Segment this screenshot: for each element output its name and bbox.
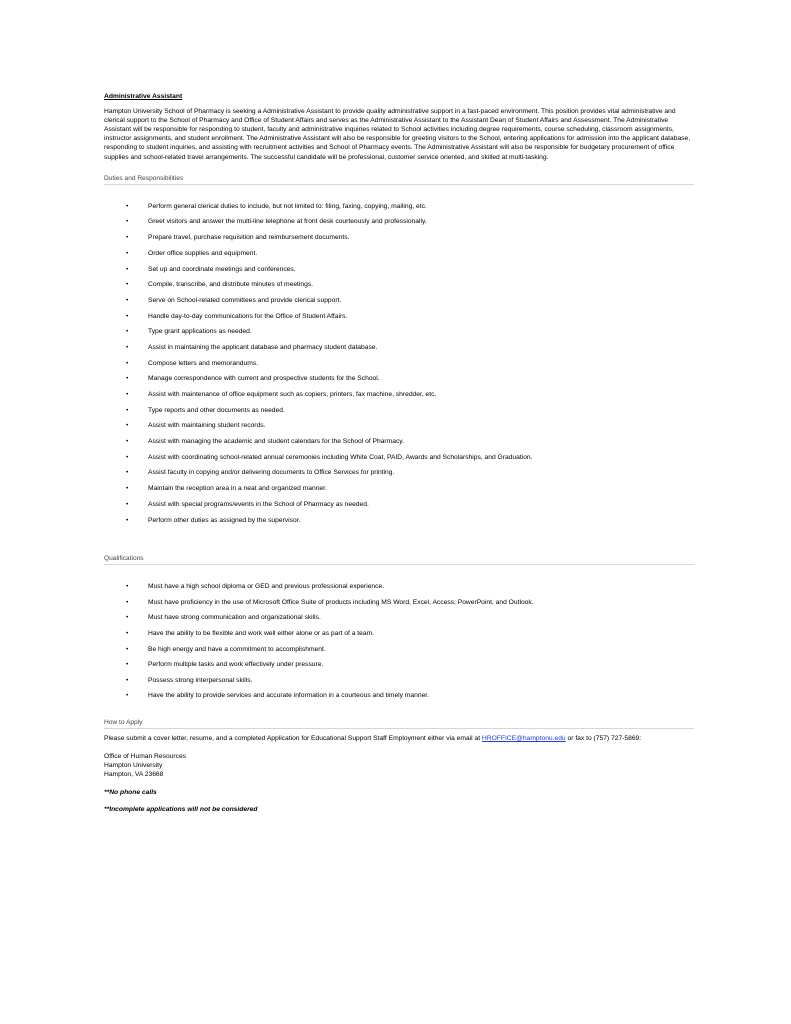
- qualification-item-text: Possess strong interpersonal skills.: [148, 676, 253, 684]
- duty-item: [104, 265, 694, 281]
- bullet-icon: •: [126, 516, 129, 524]
- duty-item: [104, 249, 694, 265]
- duty-item-text: Assist with managing the academic and student calendars for the School of Pharmacy.: [148, 438, 404, 446]
- duties-heading: Duties and Responsibilities: [104, 174, 694, 185]
- bullet-icon: •: [126, 312, 129, 320]
- qualification-item: [104, 582, 694, 598]
- duty-item: [104, 343, 694, 359]
- address-line-1: Office of Human Resources: [104, 753, 187, 761]
- bullet-icon: •: [126, 328, 129, 336]
- duty-item: [104, 406, 694, 422]
- bullet-icon: •: [126, 359, 129, 367]
- bullet-icon: •: [126, 676, 129, 684]
- duty-item-text: Order office supplies and equipment.: [148, 249, 258, 257]
- bullet-icon: •: [126, 438, 129, 446]
- duty-item: [104, 374, 694, 390]
- bullet-icon: •: [126, 202, 129, 210]
- address-line-2: Hampton University: [104, 762, 163, 770]
- address-line-3: Hampton, VA 23668: [104, 771, 164, 779]
- qualification-item-text: Must have strong communication and organizational skills.: [148, 614, 321, 622]
- qualification-item-text: Have the ability to be flexible and work well either alone or as part of a team.: [148, 630, 375, 638]
- qualification-item: [104, 676, 694, 692]
- how-to-apply-section: [104, 734, 694, 814]
- duty-item-text: Assist in maintaining the applicant database and pharmacy student database.: [148, 343, 378, 351]
- note-no-phone: **No phone calls: [104, 788, 157, 796]
- duty-item: [104, 327, 694, 343]
- duty-item: [104, 296, 694, 312]
- bullet-icon: •: [126, 249, 129, 257]
- job-title: Administrative Assistant: [104, 93, 183, 100]
- duty-item-text: Assist with maintenance of office equipment such as copiers, printers, fax machine, shredder, etc.: [148, 391, 437, 398]
- duty-item-text: Maintain the reception area in a neat and organized manner.: [148, 485, 327, 493]
- duty-item-text: Greet visitors and answer the multi-line telephone at front desk courteously and professionally.: [148, 218, 427, 226]
- bullet-icon: •: [126, 281, 129, 289]
- duty-item-text: Compile, transcribe, and distribute minutes of meetings.: [148, 281, 314, 289]
- duty-item-text: Manage correspondence with current and prospective students for the School.: [148, 375, 380, 383]
- bullet-icon: •: [126, 645, 129, 653]
- bullet-icon: •: [126, 500, 129, 508]
- bullet-icon: •: [126, 375, 129, 383]
- bullet-icon: •: [126, 343, 129, 351]
- how-to-apply-heading: How to Apply: [104, 718, 694, 729]
- duty-item: [104, 233, 694, 249]
- qualification-item: [104, 598, 694, 614]
- bullet-icon: •: [126, 391, 129, 398]
- duty-item-text: Assist with special programs/events in the School of Pharmacy as needed.: [148, 500, 369, 508]
- bullet-icon: •: [126, 234, 129, 242]
- bullet-icon: •: [126, 630, 129, 638]
- duty-item: [104, 421, 694, 437]
- bullet-icon: •: [126, 296, 129, 304]
- bullet-icon: •: [126, 485, 129, 493]
- duty-item-text: Assist faculty in copying and/or delivering documents to Office Services for printing.: [148, 469, 395, 477]
- bullet-icon: •: [126, 598, 129, 606]
- duty-item: [104, 312, 694, 328]
- duty-item: [104, 516, 694, 532]
- qualification-item-text: Must have a high school diploma or GED and previous professional experience.: [148, 583, 385, 591]
- note-incomplete: **Incomplete applications will not be considered: [104, 805, 258, 813]
- duty-item-text: Type grant applications as needed.: [148, 328, 252, 336]
- bullet-icon: •: [126, 614, 129, 622]
- duty-item: [104, 217, 694, 233]
- bullet-icon: •: [126, 422, 129, 430]
- intro-paragraph: Hampton University School of Pharmacy is seeking a Administrative Assistant to provide quality administrative support in a fast-paced environment. This position provides vital administrative and clerical support to the School of Pharmacy and Office of Student Affairs and serves as the Administrative Assistant to the Assistant Dean of Student Affairs and Assessment. The Administrative Assistant will be responsible for responding to student, faculty and administrative inquiries related to School activities including degree requirements, course scheduling, classroom assignments, instructor assignments, and student enrollment. The Administrative Assistant will also be responsible for greeting visitors to the School, entering applications for admission into the applicant database, responding to student inquiries, and assisting with recruitment activities and School of Pharmacy events. The Administrative Assistant will also be responsible for budgetary procurement of office supplies and school-related travel arrangements. The successful candidate will be professional, customer service oriented, and skilled at multi-tasking.: [104, 108, 691, 161]
- qualification-item: [104, 660, 694, 676]
- bullet-icon: •: [126, 406, 129, 414]
- qualification-item: [104, 645, 694, 661]
- apply-instructions: [104, 734, 694, 743]
- duty-item: [104, 390, 694, 406]
- duty-item: [104, 484, 694, 500]
- duties-list: [104, 202, 694, 531]
- duty-item: [104, 280, 694, 296]
- job-posting: [104, 92, 694, 814]
- bullet-icon: •: [126, 583, 129, 591]
- duty-item-text: Assist with coordinating school-related annual ceremonies including White Coat, PAID, Awards and Scholarships, and Graduation.: [148, 453, 533, 461]
- apply-text: Please submit a cover letter, resume, and a completed Application for Educational Support Staff Employment either via email at: [104, 735, 482, 743]
- qualification-item: [104, 613, 694, 629]
- duty-item-text: Compose letters and memorandums.: [148, 359, 259, 367]
- duty-item: [104, 437, 694, 453]
- duty-item-text: Set up and coordinate meetings and conferences.: [148, 265, 296, 273]
- duty-item: [104, 202, 694, 218]
- email-link[interactable]: HROFFICE@hamptonu.edu: [481, 735, 566, 743]
- bullet-icon: •: [126, 453, 129, 461]
- duty-item-text: Perform general clerical duties to include, but not limited to: filing, faxing, copying, mailing, etc.: [148, 202, 427, 210]
- bullet-icon: •: [126, 661, 129, 669]
- qualification-item-text: Be high energy and have a commitment to accomplishment.: [148, 645, 326, 653]
- bullet-icon: •: [126, 265, 129, 273]
- qualification-item: [104, 691, 694, 707]
- duty-item: [104, 468, 694, 484]
- qualification-item-text: Have the ability to provide services and accurate information in a courteous and timely manner.: [148, 692, 430, 700]
- qualification-item-text: Perform multiple tasks and work effectively under pressure.: [148, 661, 324, 669]
- duty-item-text: Serve on School-related committees and provide clerical support.: [148, 296, 342, 304]
- duty-item: [104, 359, 694, 375]
- bullet-icon: •: [126, 469, 129, 477]
- duty-item-text: Handle day-to-day communications for the Office of Student Affairs.: [148, 312, 348, 320]
- apply-fax-text: or fax to (757) 727-5869:: [565, 735, 642, 743]
- bullet-icon: •: [126, 692, 129, 700]
- duty-item-text: Type reports and other documents as needed.: [148, 406, 285, 414]
- qualifications-heading: Qualifications: [104, 554, 694, 565]
- duty-item: [104, 453, 694, 469]
- duty-item: [104, 500, 694, 516]
- duty-item-text: Perform other duties as assigned by the supervisor.: [148, 516, 301, 524]
- qualification-item-text: Must have proficiency in the use of Microsoft Office Suite of products including MS Word, Excel, Access, PowerPoint, and Outlook.: [148, 598, 534, 606]
- qualification-item: [104, 629, 694, 645]
- bullet-icon: •: [126, 218, 129, 226]
- duty-item-text: Prepare travel, purchase requisition and reimbursement documents.: [148, 234, 350, 242]
- duty-item-text: Assist with maintaining student records.: [148, 422, 266, 430]
- qualifications-list: [104, 582, 694, 707]
